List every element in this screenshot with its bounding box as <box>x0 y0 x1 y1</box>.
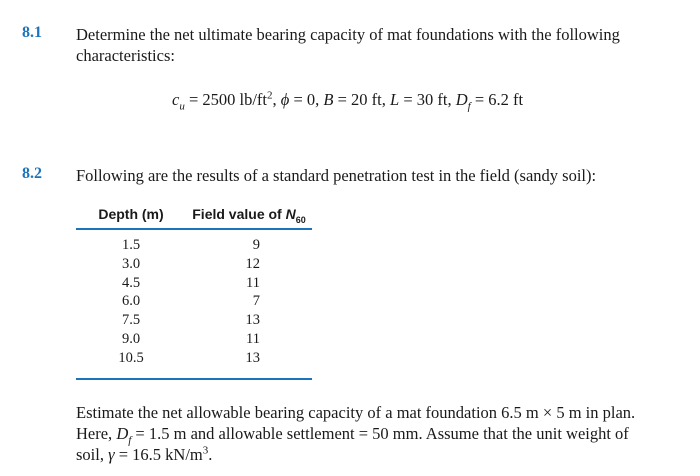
cell-n60: 7 <box>252 293 260 310</box>
cell-n60: 11 <box>246 274 260 291</box>
cell-depth: 10.5 <box>76 349 186 379</box>
df2-value: 1.5 m <box>148 424 187 443</box>
cu-exponent: 2 <box>267 89 273 102</box>
followup-line2a: Here, <box>76 424 117 443</box>
followup-line2b: and allowable settlement = 50 mm. Assume that the unit weight of <box>186 424 629 443</box>
followup-line1: Estimate the net allowable bearing capacity of a mat foundation 6.5 m × 5 m in plan. <box>76 403 636 422</box>
spt-table <box>76 204 312 380</box>
l-value: 30 ft <box>416 90 448 109</box>
cell-n60: 9 <box>252 237 260 253</box>
problem-number: 8.1 <box>22 24 42 41</box>
cell-n60: 13 <box>186 349 312 379</box>
problem-followup: Estimate the net allowable bearing capacity of a mat foundation 6.5 m × 5 m in plan. Here, $D_f = 1.5$ m and allowable settlement = 50 mm. Assume that the unit weight of soil, γ = 16.5 $kN/m^3$. <box>76 403 636 464</box>
table-row <box>76 255 312 274</box>
table-row <box>76 311 312 330</box>
table-row <box>76 229 312 255</box>
b-value: 20 ft <box>351 90 382 109</box>
cell-n60: 12 <box>245 255 260 272</box>
header-field-label: Field value of <box>192 206 286 222</box>
table-row <box>76 349 312 379</box>
cell-n60: 11 <box>246 330 260 347</box>
cell-depth: 6.0 <box>121 293 141 310</box>
followup-line3b: . <box>208 445 213 464</box>
df-value: 6.2 ft <box>488 90 524 109</box>
table-row <box>76 274 312 293</box>
gamma-value: 16.5 kN/m <box>132 445 203 464</box>
header-field-value <box>186 204 312 229</box>
cu-value: 2500 lb/ft <box>202 90 268 109</box>
header-depth: Depth (m) <box>76 204 186 229</box>
gamma-exponent: 3 <box>202 444 209 457</box>
cell-depth: 1.5 <box>121 237 141 253</box>
problem-equation: $c_u = 2500$ $lb/ft^2$, ϕ = 0, B = 20 ft, L = 30 ft, $D_f = 6.2$ ft <box>172 89 524 113</box>
problem-number: 8.2 <box>22 165 42 182</box>
table-row <box>76 292 312 311</box>
table-body <box>76 229 312 379</box>
problem-text: Following are the results of a standard penetration test in the field (sandy soil): <box>76 166 597 185</box>
table-row <box>76 330 312 349</box>
phi-value: 0 <box>306 90 316 109</box>
cell-n60: 13 <box>245 312 260 329</box>
cell-depth: 7.5 <box>121 312 141 329</box>
table-header-row <box>76 204 312 229</box>
problem-text: Determine the net ultimate bearing capacity of mat foundations with the following characteristics: <box>76 25 620 65</box>
header-n: N <box>285 206 296 222</box>
cell-depth: 3.0 <box>121 255 141 272</box>
followup-line3a: soil, <box>76 445 109 464</box>
header-n-sub: 60 <box>295 214 306 225</box>
cell-depth: 4.5 <box>121 274 141 291</box>
cell-depth: 9.0 <box>121 330 141 347</box>
